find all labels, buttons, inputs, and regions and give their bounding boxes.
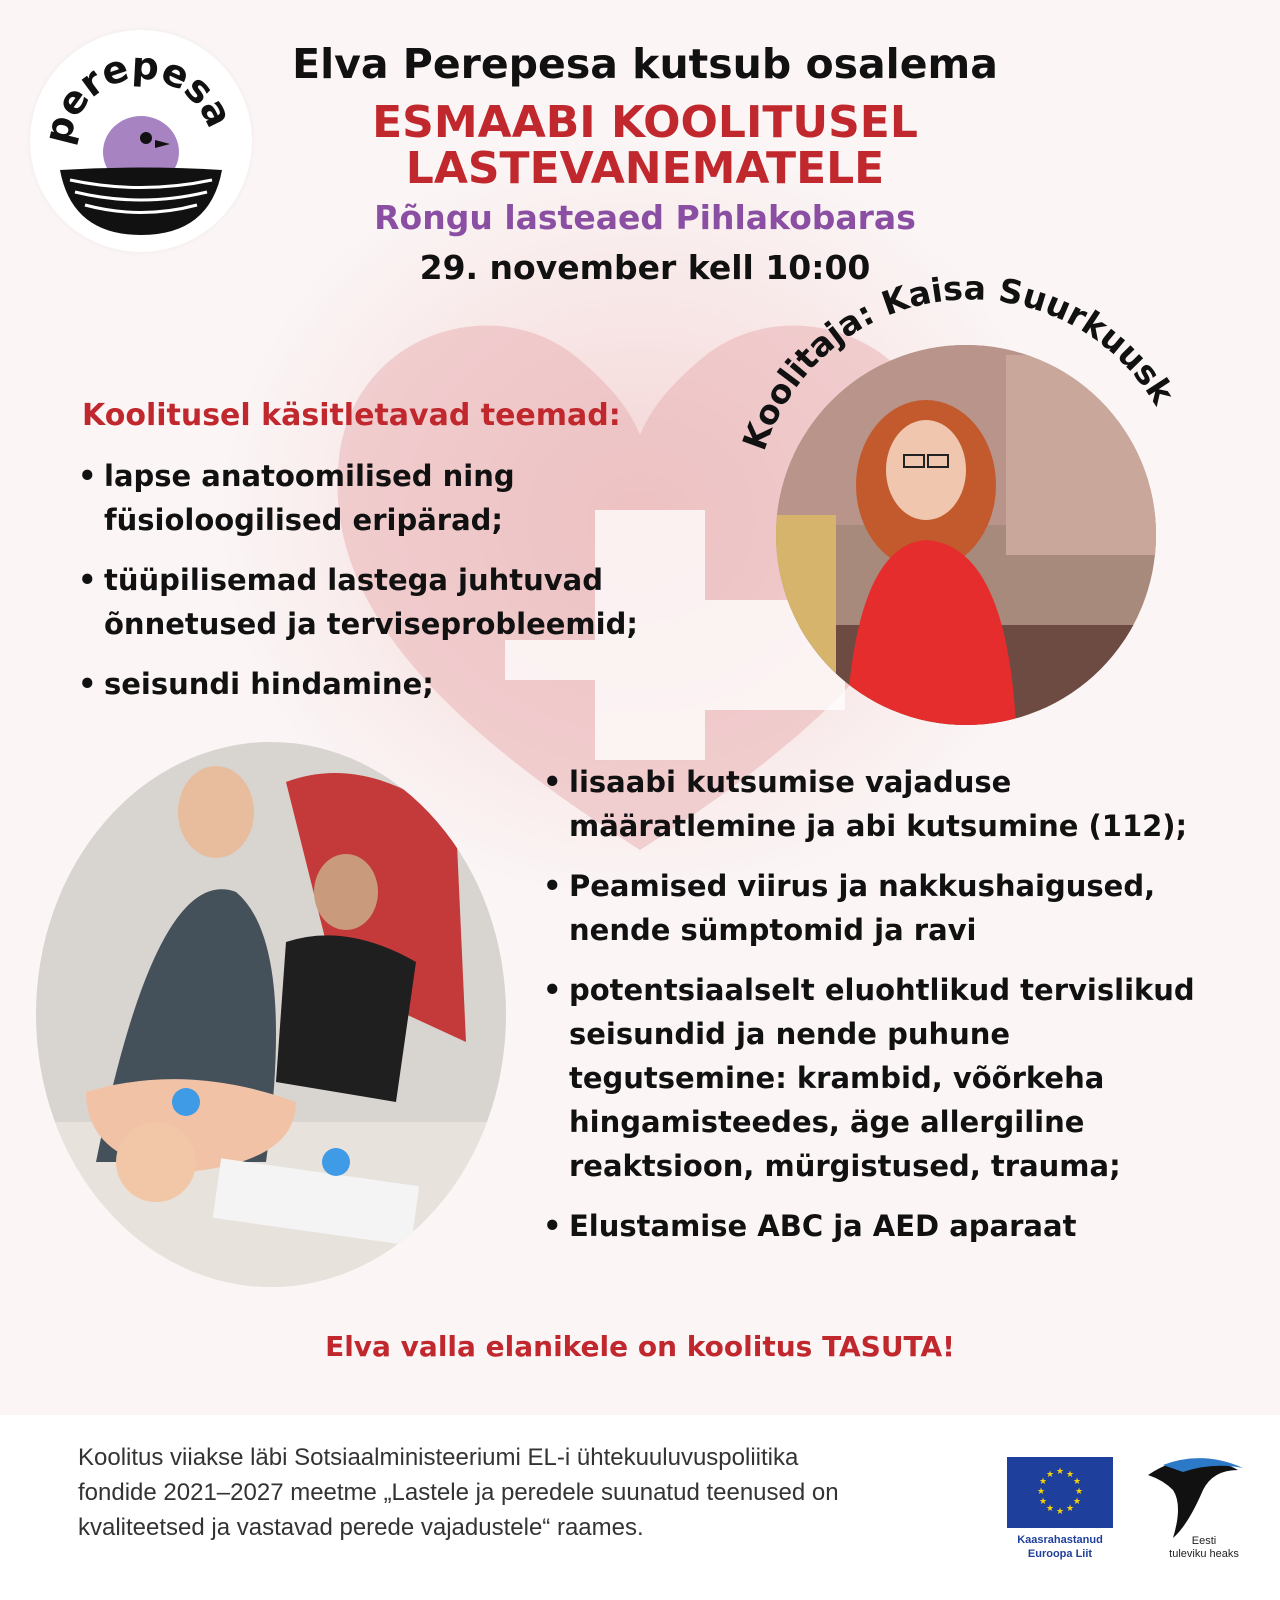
estonia-swallow-logo-icon	[1143, 1450, 1253, 1540]
funding-line: Koolitus viiakse läbi Sotsiaalministeeriumi EL-i ühtekuuluvuspoliitika	[78, 1444, 799, 1471]
svg-text:★: ★	[1074, 1487, 1084, 1497]
funding-line: kvaliteetsed ja vastavad perede vajadustele“ raames.	[78, 1514, 644, 1541]
main-title-line1: ESMAABI KOOLITUSEL	[372, 97, 918, 148]
funding-line: fondide 2021–2027 meetme „Lastele ja peredele suunatud teenused on	[78, 1479, 839, 1506]
eu-flag-icon	[1007, 1457, 1113, 1528]
list-item: • potentsiaalselt eluohtlikud tervislikud seisundid ja nende puhune tegutsemine: krambid, võõrkeha hingamisteedes, äge allergiline reaktsioon, mürgistused, trauma;	[543, 968, 1243, 1188]
venue: Rõngu lasteaed Pihlakobaras	[374, 198, 916, 237]
svg-text:★: ★	[1045, 1504, 1055, 1514]
intro-heading: Elva Perepesa kutsub osalema	[292, 40, 998, 88]
topics-heading: Koolitusel käsitletavad teemad:	[82, 398, 621, 433]
topics-list-left	[78, 454, 698, 722]
trainer-photo	[776, 345, 1156, 725]
list-item: • tüüpilisemad lastega juhtuvad õnnetused ja terviseprobleemid;	[78, 558, 698, 646]
svg-text:★: ★	[1055, 1507, 1065, 1517]
svg-text:★: ★	[1038, 1497, 1048, 1507]
eu-label: Kaasrahastanud Euroopa Liit	[1017, 1534, 1103, 1560]
svg-text:★: ★	[1065, 1470, 1075, 1480]
svg-text:★: ★	[1045, 1470, 1055, 1480]
svg-text:★: ★	[1055, 1467, 1065, 1477]
date-time: 29. november kell 10:00	[419, 248, 871, 287]
topics-list-right	[543, 760, 1243, 1264]
svg-text:perepesa: perepesa	[34, 43, 242, 149]
main-title-line2: LASTEVANEMATELE	[405, 143, 885, 194]
list-item: • Peamised viirus ja nakkushaigused, nende sümptomid ja ravi	[543, 864, 1243, 952]
svg-text:★: ★	[1036, 1487, 1046, 1497]
list-item: • lapse anatoomilised ning füsioloogilised eripärad;	[78, 454, 698, 542]
trainer-label: Koolitaja: Kaisa Suurkuusk	[734, 268, 1183, 455]
svg-text:★: ★	[1038, 1477, 1048, 1487]
svg-text:★: ★	[1072, 1497, 1082, 1507]
main-title	[230, 97, 1060, 194]
list-item: • lisaabi kutsumise vajaduse määratlemine ja abi kutsumine (112);	[543, 760, 1243, 848]
svg-text:★: ★	[1072, 1477, 1082, 1487]
svg-text:★: ★	[1065, 1504, 1075, 1514]
cpr-training-photo	[36, 742, 506, 1287]
list-item: • Elustamise ABC ja AED aparaat	[543, 1204, 1243, 1248]
free-note: Elva valla elanikele on koolitus TASUTA!	[325, 1330, 955, 1363]
perepesa-logo	[30, 30, 252, 252]
list-item: • seisundi hindamine;	[78, 662, 698, 706]
funding-statement	[78, 1440, 948, 1545]
bird-in-nest-icon	[30, 30, 252, 252]
estonia-label: Eesti tuleviku heaks	[1169, 1535, 1239, 1560]
